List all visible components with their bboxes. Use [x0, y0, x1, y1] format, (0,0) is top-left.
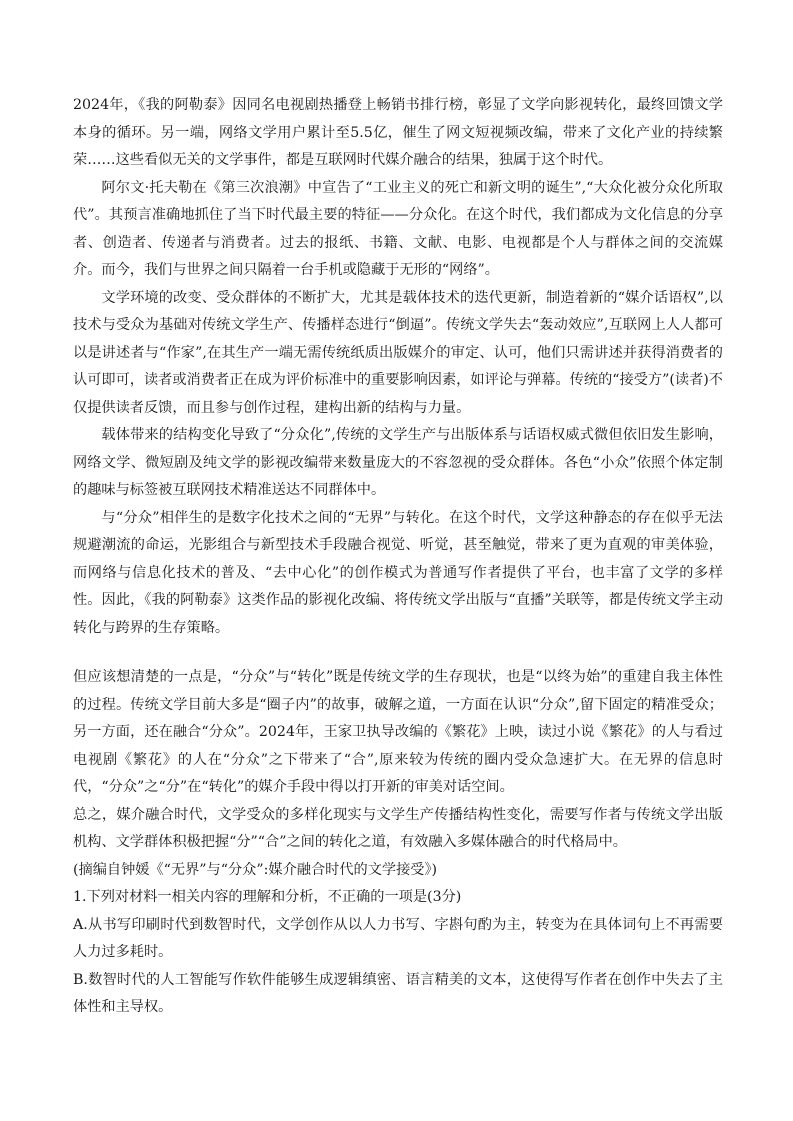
paragraph-1: 2024年，《我的阿勒泰》因同名电视剧热播登上畅销书排行榜，彰显了文学向影视转化，最终回馈文学本身的循环。另一端，网络文学用户累计至5.5亿，催生了网文短视频改编，带来了文化产业的持续繁荣……这些看似无关的文学事件，都是互联网时代媒介融合的结果，独属于这个时代。 [73, 97, 723, 168]
paragraph-7: 总之，媒介融合时代，文学受众的多样化现实与文学生产传播结构性变化，需要写作者与传统文学出版机构、文学群体积极把握“分”“合”之间的转化之道，有效融入多媒体融合的时代格局中。 [73, 806, 723, 850]
question-1: 1.下列对材料一相关内容的理解和分析，不正确的一项是(3分) [73, 889, 462, 905]
paragraph-spacer [73, 642, 723, 664]
paragraph-6: 但应该想清楚的一点是，“分众”与“转化”既是传统文学的生存现状，也是“以终为始”的重建自我主体性的过程。传统文学目前大多是“圈子内”的故事，破解之道，一方面在认识“分众”,留下固定的精准受众；另一方面，还在融合“分众”。2024年，王家卫执导改编的《繁花》上映，读过小说《繁花》的人与看过电视剧《繁花》的人在“分众”之下带来了“合”,原来较为传统的圈内受众急速扩大。在无界的信息时代，“分众”之“分”在“转化”的媒介手段中得以打开新的审美对话空间。 [73, 669, 723, 795]
paragraph-2: 阿尔文·托夫勒在《第三次浪潮》中宣告了“工业主义的死亡和新文明的诞生”,“大众化被分众化所取代”。其预言准确地抓住了当下时代最主要的特征——分众化。在这个时代，我们都成为文化信息的分享者、创造者、传递者与消费者。过去的报纸、书籍、文献、电影、电视都是个人与群体之间的交流媒介。而今，我们与世界之间只隔着一台手机或隐藏于无形的“网络”。 [73, 179, 723, 278]
paragraph-4: 载体带来的结构变化导致了“分众化”,传统的文学生产与出版体系与话语权威式微但依旧发生影响，网络文学、微短剧及纯文学的影视改编带来数量庞大的不容忽视的受众群体。各色“小众”依照个体定制的趣味与标签被互联网技术精准送达不同群体中。 [73, 427, 723, 498]
source-citation: (摘编自钟媛《“无界”与“分众”:媒介融合时代的文学接受》) [73, 861, 438, 878]
document-body [73, 92, 723, 1022]
option-b: B.数智时代的人工智能写作软件能够生成逻辑缜密、语言精美的文本，这使得写作者在创作中失去了主体性和主导权。 [73, 971, 723, 1015]
option-a: A.从书写印刷时代到数智时代，文学创作从以人力书写、字斟句酌为主，转变为在具体词句上不再需要人力过多耗时。 [73, 916, 723, 960]
paragraph-5: 与“分众”相伴生的是数字化技术之间的“无界”与转化。在这个时代，文学这种静态的存在似乎无法规避潮流的命运，光影组合与新型技术手段融合视觉、听觉，甚至触觉，带来了更为直观的审美体验，而网络与信息化技术的普及、“去中心化”的创作模式为普通写作者提供了平台，也丰富了文学的多样性。因此，《我的阿勒泰》这类作品的影视化改编、将传统文学出版与“直播”关联等，都是传统文学主动转化与跨界的生存策略。 [73, 509, 723, 636]
paragraph-3: 文学环境的改变、受众群体的不断扩大，尤其是载体技术的迭代更新，制造着新的“媒介话语权”,以技术与受众为基础对传统文学生产、传播样态进行“倒逼”。传统文学失去“轰动效应”,互联网上人人都可以是讲述者与“作家”,在其生产一端无需传统纸质出版媒介的审定、认可，他们只需讲述并获得消费者的认可即可，读者或消费者正在成为评价标准中的重要影响因素，如评论与弹幕。传统的“接受方”(读者)不仅提供读者反馈，而且参与创作过程，建构出新的结构与力量。 [73, 289, 723, 416]
